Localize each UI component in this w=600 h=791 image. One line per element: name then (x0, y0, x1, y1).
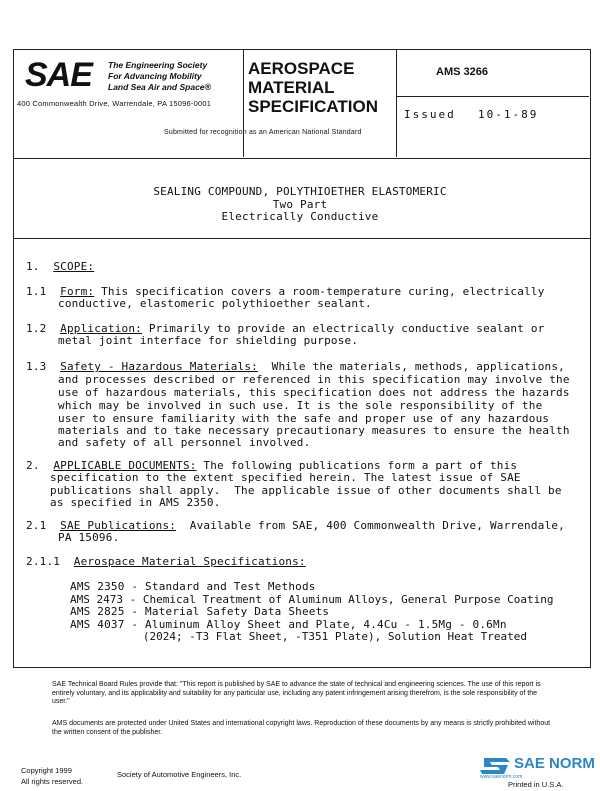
section-1-3-line-6: materials and to take necessary precautionary measures to ensure the health (58, 424, 570, 437)
header-divider-right (396, 49, 397, 157)
doc-type-material: MATERIAL (248, 78, 335, 97)
all-rights-reserved: All rights reserved. (21, 777, 84, 786)
board-rules-notice: SAE Technical Board Rules provide that: "This report is published by SAE to advance the state of technical and engineering sciences. The use of this report is entirely voluntary, and its applicability and suitability for any particular use, including any patent infringement arising therefrom, is the sole responsibility of the user." (52, 681, 541, 705)
section-1-1: 1.1 Form: This specification covers a room-temperature curing, electrically (26, 285, 545, 298)
title-line-3: Electrically Conductive (221, 210, 379, 223)
section-1-3-line-5: user to ensure familiarity with the safe and proper use of any hazardous (58, 412, 550, 425)
reference-list-item: AMS 2825 - Material Safety Data Sheets (70, 605, 330, 618)
org-tagline-3: Land Sea Air and Space® (108, 82, 212, 92)
section-1-3-line-4: which may be involved in such use. It is the sole responsibility of the (58, 399, 543, 412)
section-1-3-line-2: and processes described or referenced in this specification may involve the (58, 373, 570, 386)
section-2-1: 2.1 SAE Publications: Available from SAE, 400 Commonwealth Drive, Warrendale, (26, 519, 565, 532)
section-2-line-2: specification to the extent specified herein. The latest issue of SAE (50, 471, 521, 484)
reference-list-item: AMS 2350 - Standard and Test Methods (70, 580, 316, 593)
org-address: 400 Commonwealth Drive, Warrendale, PA 15096-0001 (17, 99, 212, 108)
header-divider-left (243, 49, 244, 157)
section-2-1-line-2: PA 15096. (58, 531, 120, 544)
doc-number: AMS 3266 (436, 66, 488, 78)
reference-list-item: AMS 4037 - Aluminum Alloy Sheet and Plate, 4.4Cu - 1.5Mg - 0.6Mn (70, 618, 507, 631)
org-tagline-2: For Advancing Mobility (108, 71, 202, 81)
section-1-2-line-2: metal joint interface for shielding purpose. (58, 334, 359, 347)
issued-date: 10-1-89 (478, 108, 539, 121)
section-2-line-3: publications shall apply. The applicable issue of other documents shall be (50, 484, 562, 497)
copyright-year: Copyright 1999 (21, 766, 72, 775)
copyright-notice: AMS documents are protected under United States and international copyright laws. Reproduction of these documents by any means is strictly prohibited without the written consent of the publisher. (52, 720, 551, 736)
title-line-1: SEALING COMPOUND, POLYTHIOETHER ELASTOMERIC (153, 185, 447, 198)
doc-type-aerospace: AEROSPACE (248, 59, 355, 78)
org-tagline-1: The Engineering Society (108, 60, 208, 70)
society-name: Society of Automotive Engineers, Inc. (117, 770, 242, 779)
section-1-3-line-3: use of hazardous materials, this specification does not address the hazards (58, 386, 570, 399)
section-1-3-line-7: and safety of all personnel involved. (58, 436, 311, 449)
printed-in-usa: Printed in U.S.A. (508, 780, 564, 789)
section-1-heading: 1. SCOPE: (26, 260, 95, 273)
sae-logo: SAE (25, 56, 92, 94)
section-2: 2. APPLICABLE DOCUMENTS: The following publications form a part of this (26, 459, 518, 472)
section-2-line-4: as specified in AMS 2350. (50, 496, 221, 509)
section-1-2: 1.2 Application: Primarily to provide an electrically conductive sealant or (26, 322, 545, 335)
reference-list-item: AMS 2473 - Chemical Treatment of Aluminum Alloys, General Purpose Coating (70, 593, 554, 606)
issued-label: Issued (404, 108, 456, 121)
registered-mark: ® (204, 82, 212, 92)
header-divider-number (396, 96, 589, 97)
submitted-note: Submitted for recognition as an American National Standard (164, 129, 362, 136)
reference-list-item: (2024; -T3 Flat Sheet, -T351 Plate), Solution Heat Treated (70, 630, 527, 643)
watermark-url: www.saenorm.com (480, 774, 523, 780)
watermark (480, 752, 598, 782)
section-1-1-line-2: conductive, elastomeric polythioether sealant. (58, 297, 372, 310)
section-1-3: 1.3 Safety - Hazardous Materials: While the materials, methods, applications, (26, 360, 565, 373)
doc-type-specification: SPECIFICATION (248, 97, 379, 116)
section-2-1-1: 2.1.1 Aerospace Material Specifications: (26, 555, 306, 568)
title-line-2: Two Part (272, 198, 328, 211)
watermark-text: SAE NORM (514, 755, 595, 772)
